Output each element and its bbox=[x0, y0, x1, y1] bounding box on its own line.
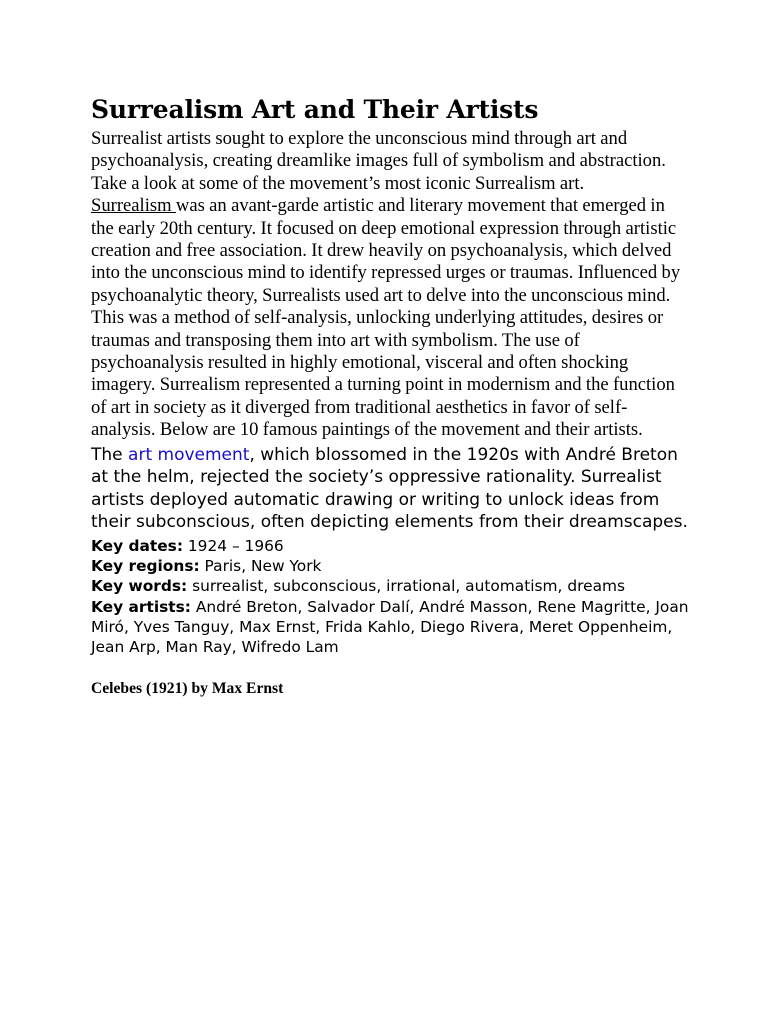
document-page bbox=[91, 92, 691, 699]
page-title: Surrealism Art and Their Artists bbox=[91, 95, 539, 124]
art-movement-link[interactable]: art movement bbox=[128, 444, 250, 465]
surrealism-body-text: was an avant-garde artistic and literary movement that emerged in the early 20th century. It focused on deep emotional expression through artistic creation and free association. It drew heavily on psychoanalysis, which delved into the unconscious mind to identify repressed urges or traumas. Influenced by psychoanalytic theory, Surrealists used art to delve into the unconscious mind. This was a method of self-analysis, unlocking underlying attitudes, desires or traumas and transposing them into art with symbolism. The use of psychoanalysis resulted in highly emotional, visceral and often shocking imagery. Surrealism represented a turning point in modernism and the function of art in society as it diverged from traditional aesthetics in favor of self-analysis. Below are 10 famous paintings of the movement and their artists. bbox=[91, 195, 681, 441]
painting-caption: Celebes (1921) by Max Ernst bbox=[91, 680, 284, 698]
key-artists-value: André Breton, Salvador Dalí, André Masson, Rene Magritte, Joan Miró, Yves Tanguy, Max Ernst, Frida Kahlo, Diego Rivera, Meret Oppenheim, Jean Arp, Man Ray, Wifredo Lam bbox=[91, 597, 689, 657]
key-artists-line bbox=[91, 597, 691, 658]
key-dates-label: Key dates: bbox=[91, 536, 183, 555]
movement-paragraph bbox=[91, 444, 691, 534]
key-words-label: Key words: bbox=[91, 577, 188, 596]
key-dates-line bbox=[91, 536, 691, 556]
intro-paragraph: Surrealist artists sought to explore the unconscious mind through art and psychoanalysis, creating dreamlike images full of symbolism and abstraction. Take a look at some of the movement’s most iconic Surrealism art. bbox=[91, 128, 666, 194]
surrealism-paragraph bbox=[91, 195, 691, 441]
key-artists-label: Key artists: bbox=[91, 597, 191, 616]
key-words-line bbox=[91, 576, 691, 596]
movement-text: , which blossomed in the 1920s with André Breton at the helm, rejected the society’s oppressive rationality. Surrealist artists deployed automatic drawing or writing to unlock ideas from their subconscious, often depicting elements from their dreamscapes. bbox=[91, 444, 688, 533]
key-facts bbox=[91, 536, 691, 658]
key-regions-line bbox=[91, 556, 691, 576]
key-words-value: surrealist, subconscious, irrational, automatism, dreams bbox=[187, 577, 626, 596]
movement-prefix: The bbox=[91, 444, 129, 465]
key-regions-label: Key regions: bbox=[91, 556, 200, 575]
key-regions-value: Paris, New York bbox=[199, 556, 322, 575]
surrealism-link[interactable]: Surrealism bbox=[91, 195, 176, 217]
key-dates-value: 1924 – 1966 bbox=[183, 536, 284, 555]
